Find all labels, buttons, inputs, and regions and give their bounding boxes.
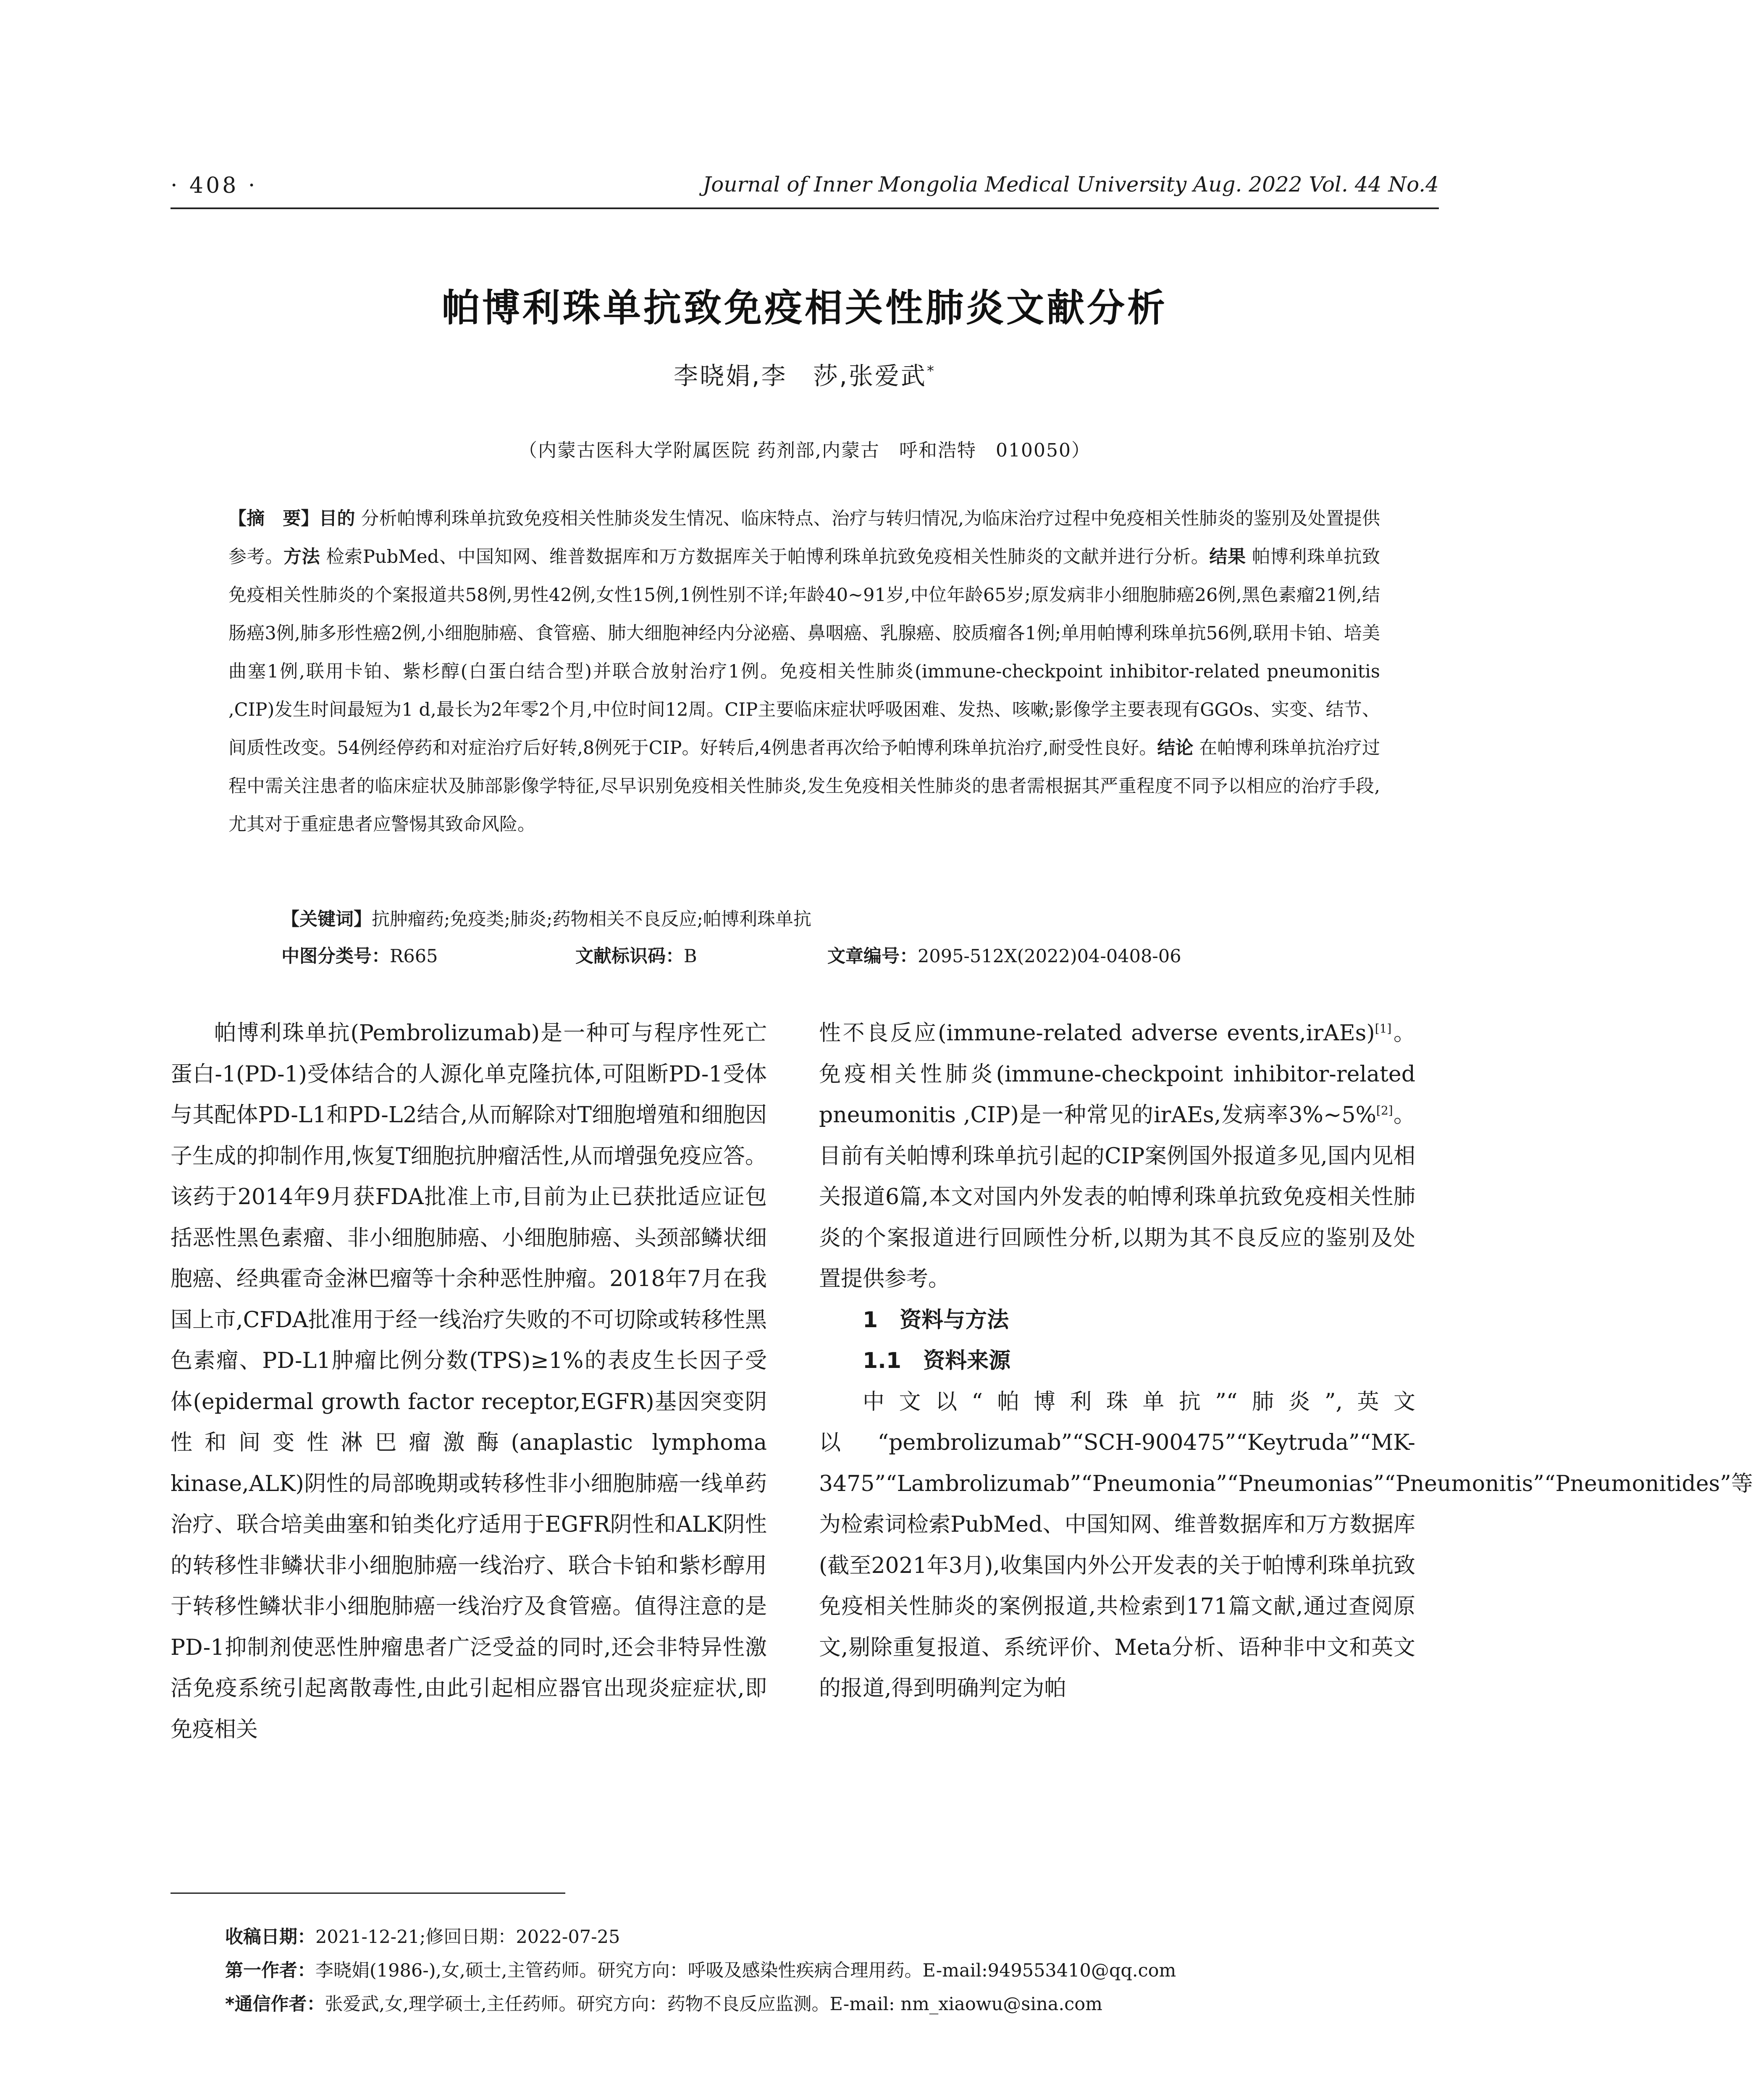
reference-1: [1] — [1375, 1021, 1392, 1036]
page-number: · 408 · — [171, 173, 258, 198]
keywords-label: 【关键词】 — [281, 909, 372, 930]
article-number — [827, 937, 1181, 976]
document-code-value: B — [684, 946, 697, 967]
header-rule — [171, 207, 1439, 209]
received-text: 2021-12-21;修回日期：2022-07-25 — [315, 1927, 620, 1948]
clc-label: 中图分类号： — [281, 946, 390, 967]
author-list — [171, 356, 1439, 391]
document-code-label: 文献标识码： — [575, 946, 684, 967]
journal-header: Journal of Inner Mongolia Medical University Aug. 2022 Vol. 44 No.4 — [703, 172, 1439, 197]
results-label: 结果 — [1209, 546, 1246, 567]
results-text: 帕博利珠单抗致免疫相关性肺炎的个案报道共58例,男性42例,女性15例,1例性别不详;年龄40~91岁,中位年龄65岁;原发病非小细胞肺癌26例,黑色素瘤21例,结肠癌3例,肺多形性癌2例,小细胞肺癌、食管癌、肺大细胞神经内分泌癌、鼻咽癌、乳腺癌、胶质瘤各1例;单用帕博利珠单抗56例,联用卡铂、培美曲塞1例,联用卡铂、紫杉醇(白蛋白结合型)并联合放射治疗1例。免疫相关性肺炎(immune-checkpoint inhibitor-related pneumonitis ,CIP)发生时间最短为1 d,最长为2年零2个月,中位时间12周。CIP主要临床症状呼吸困难、发热、咳嗽;影像学主要表现有GGOs、实变、结节、间质性改变。54例经停药和对症治疗后好转,8例死于CIP。好转后,4例患者再次给予帕博利珠单抗治疗,耐受性良好。 — [228, 546, 1386, 759]
corresponding-author-mark: * — [926, 362, 936, 380]
conclusion-text: 在帕博利珠单抗治疗过程中需关注患者的临床症状及肺部影像学特征,尽早识别免疫相关性肺炎,发生免疫相关性肺炎的患者需根据其严重程度不同予以相应的治疗手段,尤其对于重症患者应警惕其致命风险。 — [228, 738, 1380, 835]
article-number-value: 2095-512X(2022)04-0408-06 — [918, 946, 1181, 967]
abstract-label: 【摘 要】 — [228, 508, 319, 529]
intro-cont-text-a: 性不良反应(immune-related adverse events,irAEs) — [819, 1021, 1375, 1046]
received-date-note — [225, 1920, 1439, 1954]
objective-text: 分析帕博利珠单抗致免疫相关性肺炎发生情况、临床特点、治疗与转归情况,为临床治疗过程中免疫相关性肺炎的鉴别及处置提供参考。 — [228, 508, 1380, 567]
methods-text: 检索PubMed、中国知网、维普数据库和万方数据库关于帕博利珠单抗致免疫相关性肺炎的文献并进行分析。 — [320, 546, 1210, 567]
objective-label: 目的 — [319, 508, 355, 529]
received-label: 收稿日期： — [225, 1927, 315, 1948]
first-author-text: 李晓娟(1986-),女,硕士,主管药师。研究方向：呼吸及感染性疾病合理用药。E-mail:949553410@qq.com — [315, 1960, 1176, 1981]
first-author-note — [225, 1954, 1439, 1987]
abstract — [228, 500, 1386, 844]
subsection-heading-1-1: 1.1 资料来源 — [863, 1348, 1011, 1373]
first-author-label: 第一作者： — [225, 1960, 315, 1981]
keywords-text: 抗肿瘤药;免疫类;肺炎;药物相关不良反应;帕博利珠单抗 — [372, 909, 811, 930]
reference-2: [2] — [1376, 1103, 1393, 1118]
intro-paragraph: 帕博利珠单抗(Pembrolizumab)是一种可与程序性死亡蛋白-1(PD-1)受体结合的人源化单克隆抗体,可阻断PD-1受体与其配体PD-L1和PD-L2结合,从而解除对T细胞增殖和细胞因子生成的抑制作用,恢复T细胞抗肿瘤活性,从而增强免疫应答。该药于2014年9月获FDA批准上市,目前为止已获批适应证包括恶性黑色素瘤、非小细胞肺癌、小细胞肺癌、头颈部鳞状细胞癌、经典霍奇金淋巴瘤等十余种恶性肿瘤。2018年7月在我国上市,CFDA批准用于经一线治疗失败的不可切除或转移性黑色素瘤、PD-L1肿瘤比例分数(TPS)≥1%的表皮生长因子受体(epidermal growth factor receptor,EGFR)基因突变阴性和间变性淋巴瘤激酶(anaplastic lymphoma kinase,ALK)阴性的局部晚期或转移性非小细胞肺癌一线单药治疗、联合培美曲塞和铂类化疗适用于EGFR阴性和ALK阴性的转移性非鳞状非小细胞肺癌一线治疗、联合卡铂和紫杉醇用于转移性鳞状非小细胞肺癌一线治疗及食管癌。值得注意的是PD-1抑制剂使恶性肿瘤患者广泛受益的同时,还会非特异性激活免疫系统引起离散毒性,由此引起相应器官出现炎症症状,即免疫相关 — [171, 1021, 767, 1742]
conclusion-label: 结论 — [1157, 738, 1194, 759]
clc-value: R665 — [390, 946, 438, 967]
intro-cont-text-b: 。免疫相关性肺炎(immune-checkpoint inhibitor-related pneumonitis ,CIP)是一种常见的irAEs,发病率3%~5% — [819, 1021, 1415, 1128]
clc-number — [281, 937, 438, 976]
corresponding-author-text: 张爱武,女,理学硕士,主任药师。研究方向：药物不良反应监测。E-mail: nm_xiaowu@sina.com — [325, 1994, 1102, 2015]
intro-continuation — [819, 1013, 1415, 1300]
keywords — [281, 900, 1380, 939]
author-affiliation: （内蒙古医科大学附属医院 药剂部,内蒙古 呼和浩特 010050） — [519, 440, 1091, 461]
body-right-column — [819, 1013, 1753, 1709]
article-number-label: 文章编号： — [827, 946, 918, 967]
footnote-rule — [171, 1893, 565, 1894]
intro-cont-text-c: 。目前有关帕博利珠单抗引起的CIP案例国外报道多见,国内见相关报道6篇,本文对国内外发表的帕博利珠单抗致免疫相关性肺炎的个案报道进行回顾性分析,以期为其不良反应的鉴别及处置提供参考。 — [819, 1102, 1415, 1292]
corresponding-author-label: *通信作者： — [225, 1994, 325, 2015]
methods-label: 方法 — [283, 546, 320, 567]
data-source-paragraph: 中文以“帕博利珠单抗”“肺炎”,英文以“pembrolizumab”“SCH-900475”“Keytruda”“MK-3475”“Lambrolizumab”“Pneumonia”“Pneumonias”“Pneumonitis”“Pneumonitides”等为检索词检索PubMed、中国知网、维普数据库和万方数据库(截至2021年3月),收集国内外公开发表的关于帕博利珠单抗致免疫相关性肺炎的案例报道,共检索到171篇文献,通过查阅原文,剔除重复报道、系统评价、Meta分析、语种非中文和英文的报道,得到明确判定为帕 — [819, 1389, 1753, 1701]
corresponding-author-note — [225, 1987, 1439, 2021]
author-names: 李晓娟,李 莎,张爱武 — [674, 362, 927, 390]
section-heading-1: 1 资料与方法 — [863, 1307, 1009, 1333]
body-left-column — [171, 1013, 767, 1750]
document-code — [575, 937, 697, 976]
article-title: 帕博利珠单抗致免疫相关性肺炎文献分析 — [442, 286, 1168, 330]
